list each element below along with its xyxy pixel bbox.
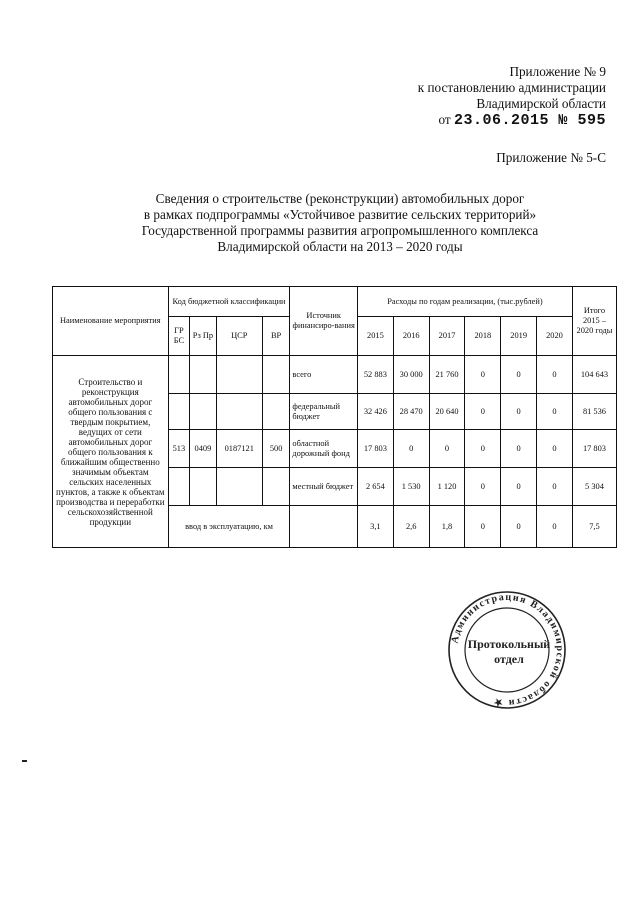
commissioning-value: 0 [501, 506, 537, 548]
commissioning-label: ввод в эксплуатацию, км [168, 506, 290, 548]
measure-name-cell: Строительство и реконструкция автомобильных дорог общего пользования с твердым покрытием, ведущих от сети автомобильных дорог общего пользования к ближайшим общественно значимым объектам сельских населенных пунктов, а также к объектам производства и переработки сельскохозяйственной продукции [53, 356, 169, 548]
annex-number: Приложение № 9 [509, 64, 606, 79]
value-cell: 0 [465, 394, 501, 430]
grbs-cell [168, 468, 189, 506]
rzpr-cell [190, 394, 217, 430]
commissioning-value: 0 [537, 506, 573, 548]
header-vr: ВР [262, 317, 290, 356]
title-line: Владимирской области на 2013 – 2020 годы [217, 239, 463, 254]
rzpr-cell [190, 468, 217, 506]
value-cell: 32 426 [357, 394, 393, 430]
order-prefix: от [438, 112, 451, 127]
commissioning-value: 0 [465, 506, 501, 548]
header-year-2020: 2020 [537, 317, 573, 356]
total-cell: 104 643 [572, 356, 616, 394]
header-annex-block [418, 64, 606, 129]
document-title [60, 191, 620, 255]
csr-cell [216, 394, 262, 430]
header-year-2015: 2015 [357, 317, 393, 356]
header-total: Итого 2015 – 2020 годы [572, 287, 616, 356]
header-rzpr: Рз Пр [190, 317, 217, 356]
value-cell: 0 [501, 356, 537, 394]
source-cell: областной дорожный фонд [290, 430, 358, 468]
value-cell: 20 640 [429, 394, 465, 430]
header-csr: ЦСР [216, 317, 262, 356]
csr-cell [216, 468, 262, 506]
value-cell: 0 [465, 468, 501, 506]
header-budget-code: Код бюджетной классификации [168, 287, 290, 317]
value-cell: 2 654 [357, 468, 393, 506]
vr-cell [262, 468, 290, 506]
commissioning-value: 3,1 [357, 506, 393, 548]
total-cell: 5 304 [572, 468, 616, 506]
margin-mark [22, 760, 27, 762]
value-cell: 0 [537, 394, 573, 430]
value-cell: 28 470 [393, 394, 429, 430]
rzpr-cell: 0409 [190, 430, 217, 468]
region-name: Владимирской области [476, 96, 606, 111]
header-year-2019: 2019 [501, 317, 537, 356]
road-construction-table [52, 286, 617, 548]
commissioning-value: 1,8 [429, 506, 465, 548]
source-cell: местный бюджет [290, 468, 358, 506]
svg-text:Протокольный: Протокольный [467, 637, 551, 651]
grbs-cell: 513 [168, 430, 189, 468]
value-cell: 0 [393, 430, 429, 468]
value-cell: 1 120 [429, 468, 465, 506]
annex-sub: Приложение № 5-С [496, 150, 606, 165]
value-cell: 0 [501, 394, 537, 430]
total-cell: 81 536 [572, 394, 616, 430]
title-line: Государственной программы развития агропромышленного комплекса [141, 223, 539, 238]
header-year-2016: 2016 [393, 317, 429, 356]
commissioning-total: 7,5 [572, 506, 616, 548]
csr-cell [216, 356, 262, 394]
value-cell: 30 000 [393, 356, 429, 394]
title-line: Сведения о строительстве (реконструкции) автомобильных дорог [155, 191, 525, 206]
grbs-cell [168, 394, 189, 430]
vr-cell: 500 [262, 430, 290, 468]
official-stamp-seal [437, 590, 577, 710]
table-row [53, 356, 617, 394]
header-grbs: ГР БС [168, 317, 189, 356]
value-cell: 0 [537, 356, 573, 394]
title-line: в рамках подпрограммы «Устойчивое развитие сельских территорий» [143, 207, 537, 222]
header-source: Источник финансиро-вания [290, 287, 358, 356]
total-cell: 17 803 [572, 430, 616, 468]
value-cell: 0 [537, 468, 573, 506]
value-cell: 0 [465, 430, 501, 468]
header-year-2018: 2018 [465, 317, 501, 356]
value-cell: 0 [465, 356, 501, 394]
svg-text:Администрация Владимирской обл: Администрация Владимирской области ★ [449, 591, 566, 709]
source-cell: федеральный бюджет [290, 394, 358, 430]
commissioning-value: 2,6 [393, 506, 429, 548]
order-line [418, 112, 606, 129]
rzpr-cell [190, 356, 217, 394]
csr-cell: 0187121 [216, 430, 262, 468]
order-date-number: 23.06.2015 № 595 [453, 112, 606, 129]
value-cell: 0 [501, 430, 537, 468]
value-cell: 0 [537, 430, 573, 468]
vr-cell [262, 356, 290, 394]
value-cell: 21 760 [429, 356, 465, 394]
value-cell: 52 883 [357, 356, 393, 394]
value-cell: 1 530 [393, 468, 429, 506]
value-cell: 17 803 [357, 430, 393, 468]
value-cell: 0 [501, 468, 537, 506]
header-expenses: Расходы по годам реализации, (тыс.рублей) [357, 287, 572, 317]
header-year-2017: 2017 [429, 317, 465, 356]
commissioning-source-empty [290, 506, 358, 548]
svg-text:отдел: отдел [494, 652, 524, 666]
header-measure-name: Наименование мероприятия [53, 287, 169, 356]
vr-cell [262, 394, 290, 430]
value-cell: 0 [429, 430, 465, 468]
resolution-ref: к постановлению администрации [417, 80, 606, 95]
grbs-cell [168, 356, 189, 394]
source-cell: всего [290, 356, 358, 394]
